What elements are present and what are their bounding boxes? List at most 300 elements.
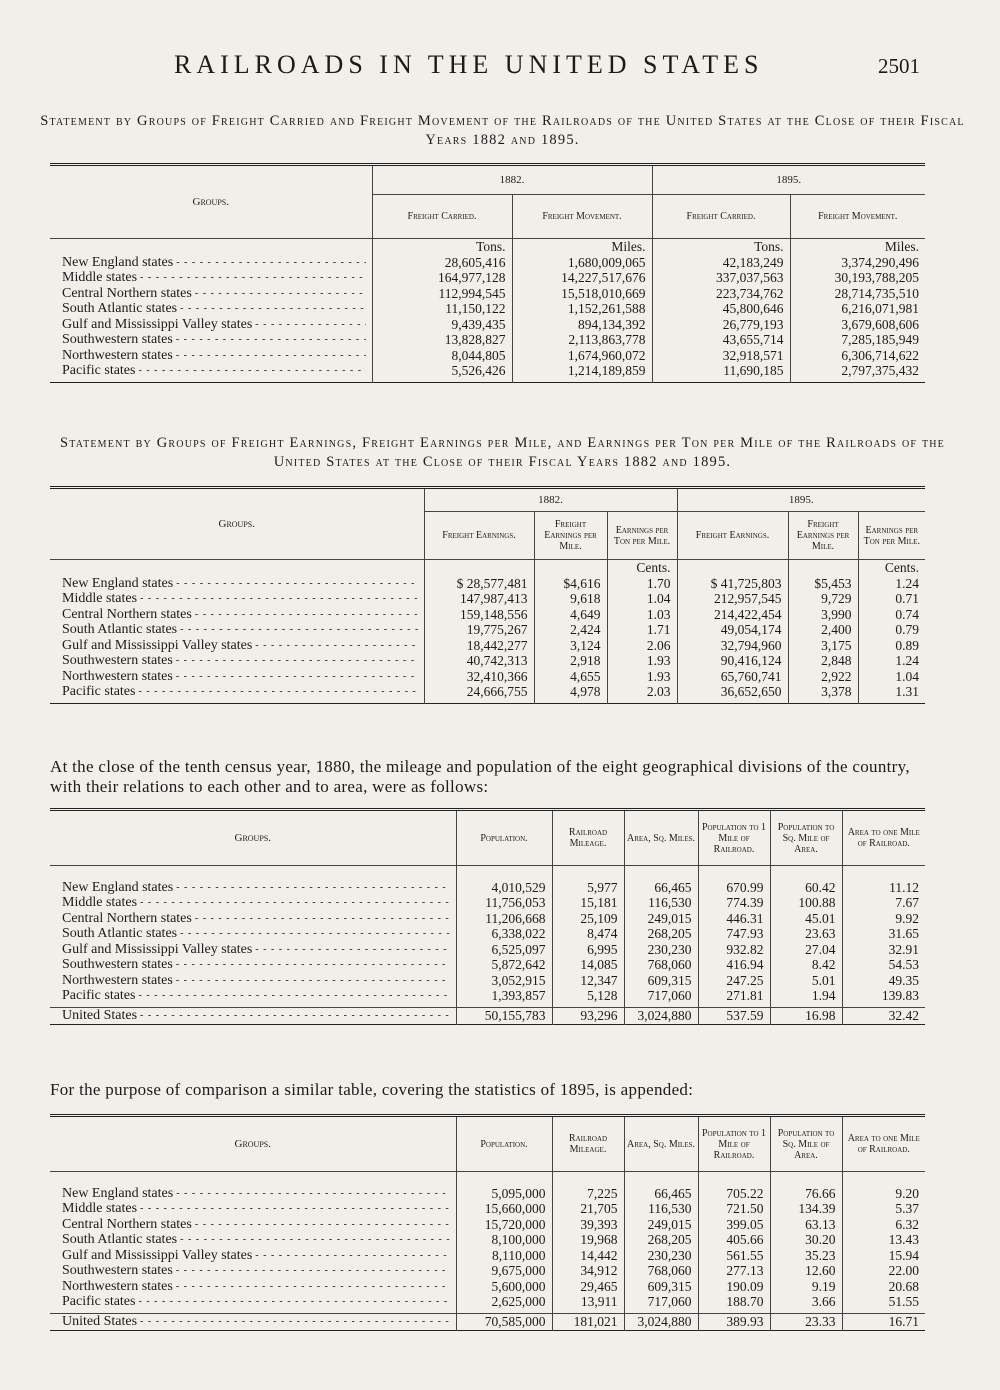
table-row (50, 895, 925, 911)
col-pop-per-mile: Population to 1 Mile of Railroad. (698, 1116, 770, 1172)
table-row (50, 684, 925, 700)
cell-fm95: 6,216,071,981 (790, 301, 925, 317)
group-name: Pacific states - - - (50, 363, 372, 379)
cell-pop: 3,052,915 (456, 973, 552, 989)
cell-fepm82: $4,616 (534, 576, 607, 592)
cell-psm: 35.23 (770, 1248, 842, 1264)
col-area-per-mile: Area to one Mile of Railroad. (842, 1116, 925, 1172)
cell-rm: 14,085 (552, 957, 624, 973)
col-area: Area, Sq. Miles. (624, 810, 698, 866)
cell-ppm: 446.31 (698, 911, 770, 927)
cell-rm: 19,968 (552, 1232, 624, 1248)
cell-area: 268,205 (624, 926, 698, 942)
cell-fm82: 1,152,261,588 (512, 301, 652, 317)
col-earnings-per-ton-mile-1882: Earnings per Ton per Mile. (607, 512, 677, 560)
cell-psm: 45.01 (770, 911, 842, 927)
group-name: Northwestern states - - - (50, 669, 424, 685)
cell-pop: 4,010,529 (456, 880, 552, 896)
cell-rm: 12,347 (552, 973, 624, 989)
col-area: Area, Sq. Miles. (624, 1116, 698, 1172)
cell-psm: 63.13 (770, 1217, 842, 1233)
group-name: Middle states - - - (50, 270, 372, 286)
cell-fc82: 28,605,416 (372, 255, 512, 271)
cell-fm82: 15,518,010,669 (512, 286, 652, 302)
total-label: United States - - - (50, 1314, 456, 1331)
group-name: Central Northern states - - - (50, 911, 456, 927)
cell-area: 717,060 (624, 988, 698, 1004)
cell-fe82: 147,987,413 (424, 591, 534, 607)
group-name: South Atlantic states - - - (50, 622, 424, 638)
table-row (50, 942, 925, 958)
cell-psm: 76.66 (770, 1186, 842, 1202)
group-name: Southwestern states - - - (50, 332, 372, 348)
cell-fepm82: 4,978 (534, 684, 607, 700)
cell-ept82: 1.93 (607, 669, 677, 685)
cell-psm: 1.94 (770, 988, 842, 1004)
total-area: 3,024,880 (624, 1008, 698, 1025)
cell-pop: 11,206,668 (456, 911, 552, 927)
cell-ppm: 747.93 (698, 926, 770, 942)
group-name: Pacific states - - - (50, 684, 424, 700)
cell-pop: 5,872,642 (456, 957, 552, 973)
col-railroad-mileage: Railroad Mileage. (552, 810, 624, 866)
cell-fm82: 1,214,189,859 (512, 363, 652, 379)
cell-fc82: 9,439,435 (372, 317, 512, 333)
cell-fe95: 32,794,960 (677, 638, 788, 654)
cell-area: 230,230 (624, 942, 698, 958)
total-row (50, 1314, 925, 1331)
groups-header: Groups. (50, 488, 424, 560)
cell-fe95: 212,957,545 (677, 591, 788, 607)
unit-tons: Tons. (652, 239, 790, 255)
total-ppm: 537.59 (698, 1008, 770, 1025)
table-row (50, 653, 925, 669)
cell-fepm95: $5,453 (788, 576, 858, 592)
col-freight-movement-1895: Freight Movement. (790, 195, 925, 239)
table-row (50, 576, 925, 592)
cell-fm95: 7,285,185,949 (790, 332, 925, 348)
cell-fm82: 894,134,392 (512, 317, 652, 333)
cell-pop: 1,393,857 (456, 988, 552, 1004)
cell-arm: 5.37 (842, 1201, 925, 1217)
col-population: Population. (456, 1116, 552, 1172)
group-name: Northwestern states - - - (50, 1279, 456, 1295)
page-title: RAILROADS IN THE UNITED STATES (174, 50, 764, 79)
cell-psm: 5.01 (770, 973, 842, 989)
group-name: New England states - - - (50, 576, 424, 592)
unit-cents: Cents. (858, 560, 925, 576)
freight-earnings-table (50, 486, 925, 704)
cell-fc95: 337,037,563 (652, 270, 790, 286)
cell-fm95: 2,797,375,432 (790, 363, 925, 379)
col-earnings-per-mile-1895: Freight Earnings per Mile. (788, 512, 858, 560)
unit-tons: Tons. (372, 239, 512, 255)
cell-fc82: 164,977,128 (372, 270, 512, 286)
table-row (50, 348, 925, 364)
year-header-1895: 1895. (652, 165, 925, 195)
cell-fepm95: 2,400 (788, 622, 858, 638)
cell-fepm82: 2,918 (534, 653, 607, 669)
cell-arm: 22.00 (842, 1263, 925, 1279)
table-row (50, 255, 925, 271)
total-area: 3,024,880 (624, 1314, 698, 1331)
paragraph-1895: For the purpose of comparison a similar table, covering the statistics of 1895, is appended: (50, 1080, 694, 1099)
groups-header: Groups. (50, 1116, 456, 1172)
group-name: Central Northern states - - - (50, 286, 372, 302)
cell-fepm82: 2,424 (534, 622, 607, 638)
col-freight-movement-1882: Freight Movement. (512, 195, 652, 239)
cell-psm: 27.04 (770, 942, 842, 958)
cell-arm: 9.20 (842, 1186, 925, 1202)
cell-fc95: 26,779,193 (652, 317, 790, 333)
cell-fm95: 28,714,735,510 (790, 286, 925, 302)
cell-fc82: 8,044,805 (372, 348, 512, 364)
table-row (50, 988, 925, 1004)
total-rm: 181,021 (552, 1314, 624, 1331)
cell-rm: 39,393 (552, 1217, 624, 1233)
group-name: New England states - - - (50, 880, 456, 896)
cell-area: 768,060 (624, 1263, 698, 1279)
cell-fm82: 14,227,517,676 (512, 270, 652, 286)
cell-ept82: 1.70 (607, 576, 677, 592)
cell-fc95: 11,690,185 (652, 363, 790, 379)
col-pop-per-mile: Population to 1 Mile of Railroad. (698, 810, 770, 866)
group-name: Pacific states - - - (50, 1294, 456, 1310)
cell-arm: 15.94 (842, 1248, 925, 1264)
cell-area: 609,315 (624, 1279, 698, 1295)
col-freight-earnings-1895: Freight Earnings. (677, 512, 788, 560)
total-psm: 16.98 (770, 1008, 842, 1025)
cell-ppm: 405.66 (698, 1232, 770, 1248)
group-name: Gulf and Mississippi Valley states - - - (50, 638, 424, 654)
cell-ept95: 0.89 (858, 638, 925, 654)
cell-rm: 13,911 (552, 1294, 624, 1310)
year-header-1895: 1895. (677, 488, 925, 512)
group-name: South Atlantic states - - - (50, 1232, 456, 1248)
cell-rm: 8,474 (552, 926, 624, 942)
table-row (50, 286, 925, 302)
cell-ept82: 1.04 (607, 591, 677, 607)
total-arm: 32.42 (842, 1008, 925, 1025)
cell-arm: 51.55 (842, 1294, 925, 1310)
cell-rm: 14,442 (552, 1248, 624, 1264)
cell-arm: 139.83 (842, 988, 925, 1004)
cell-pop: 6,525,097 (456, 942, 552, 958)
cell-rm: 25,109 (552, 911, 624, 927)
cell-fm82: 2,113,863,778 (512, 332, 652, 348)
cell-rm: 15,181 (552, 895, 624, 911)
cell-rm: 21,705 (552, 1201, 624, 1217)
cell-psm: 60.42 (770, 880, 842, 896)
table-row (50, 880, 925, 896)
cell-fe82: 18,442,277 (424, 638, 534, 654)
group-name: Gulf and Mississippi Valley states - - - (50, 942, 456, 958)
table-row (50, 301, 925, 317)
cell-fepm95: 2,848 (788, 653, 858, 669)
cell-area: 66,465 (624, 880, 698, 896)
cell-arm: 49.35 (842, 973, 925, 989)
group-name: Central Northern states - - - (50, 607, 424, 623)
paragraph-1880: At the close of the tenth census year, 1880, the mileage and population of the eight geographical divisions of the country, with their relations to each other and to area, were as follows: (50, 757, 910, 796)
cell-fepm82: 3,124 (534, 638, 607, 654)
total-pop: 70,585,000 (456, 1314, 552, 1331)
cell-ppm: 190.09 (698, 1279, 770, 1295)
cell-fe95: 49,054,174 (677, 622, 788, 638)
group-name: Central Northern states - - - (50, 1217, 456, 1233)
cell-area: 116,530 (624, 895, 698, 911)
year-header-1882: 1882. (424, 488, 677, 512)
table-row (50, 1279, 925, 1295)
total-rm: 93,296 (552, 1008, 624, 1025)
cell-arm: 9.92 (842, 911, 925, 927)
cell-fm82: 1,674,960,072 (512, 348, 652, 364)
cell-ppm: 188.70 (698, 1294, 770, 1310)
cell-pop: 8,100,000 (456, 1232, 552, 1248)
cell-ppm: 705.22 (698, 1186, 770, 1202)
cell-psm: 8.42 (770, 957, 842, 973)
cell-fe82: $ 28,577,481 (424, 576, 534, 592)
cell-ept95: 1.04 (858, 669, 925, 685)
group-name: New England states - - - (50, 1186, 456, 1202)
table-row (50, 638, 925, 654)
cell-ppm: 247.25 (698, 973, 770, 989)
cell-rm: 7,225 (552, 1186, 624, 1202)
col-pop-per-sq-mile: Population to Sq. Mile of Area. (770, 1116, 842, 1172)
cell-fepm95: 3,175 (788, 638, 858, 654)
cell-fe82: 19,775,267 (424, 622, 534, 638)
table1-caption: Statement by Groups of Freight Carried and Freight Movement of the Railroads of the United States at the Close of their Fiscal Years 1882 and 1895. (40, 113, 965, 148)
group-name: Northwestern states - - - (50, 973, 456, 989)
cell-area: 768,060 (624, 957, 698, 973)
cell-ept95: 1.24 (858, 576, 925, 592)
table2-caption: Statement by Groups of Freight Earnings, Freight Earnings per Mile, and Earnings per Ton per Mile of the Railroads of the United States at the Close of their Fiscal Years 1882 and 1895. (59, 435, 945, 470)
freight-carried-table (50, 163, 925, 383)
table-row (50, 332, 925, 348)
total-ppm: 389.93 (698, 1314, 770, 1331)
table-row (50, 270, 925, 286)
cell-pop: 2,625,000 (456, 1294, 552, 1310)
group-name: Middle states - - - (50, 1201, 456, 1217)
cell-ept82: 2.06 (607, 638, 677, 654)
cell-pop: 15,720,000 (456, 1217, 552, 1233)
table-row (50, 622, 925, 638)
cell-arm: 32.91 (842, 942, 925, 958)
cell-area: 230,230 (624, 1248, 698, 1264)
cell-fm82: 1,680,009,065 (512, 255, 652, 271)
col-earnings-per-mile-1882: Freight Earnings per Mile. (534, 512, 607, 560)
group-name: Southwestern states - - - (50, 1263, 456, 1279)
total-pop: 50,155,783 (456, 1008, 552, 1025)
group-name: Gulf and Mississippi Valley states - - - (50, 317, 372, 333)
cell-pop: 5,095,000 (456, 1186, 552, 1202)
cell-fepm95: 2,922 (788, 669, 858, 685)
col-freight-carried-1882: Freight Carried. (372, 195, 512, 239)
cell-fe95: 36,652,650 (677, 684, 788, 700)
cell-ppm: 399.05 (698, 1217, 770, 1233)
col-earnings-per-ton-mile-1895: Earnings per Ton per Mile. (858, 512, 925, 560)
cell-fe82: 40,742,313 (424, 653, 534, 669)
table-row (50, 1217, 925, 1233)
cell-ept95: 1.24 (858, 653, 925, 669)
cell-rm: 29,465 (552, 1279, 624, 1295)
cell-arm: 13.43 (842, 1232, 925, 1248)
mileage-population-1880-table (50, 808, 925, 1025)
table-row (50, 591, 925, 607)
table-row (50, 1294, 925, 1310)
year-header-1882: 1882. (372, 165, 652, 195)
table-row (50, 957, 925, 973)
cell-rm: 6,995 (552, 942, 624, 958)
cell-ept82: 2.03 (607, 684, 677, 700)
table-row (50, 669, 925, 685)
cell-fm95: 3,679,608,606 (790, 317, 925, 333)
cell-pop: 6,338,022 (456, 926, 552, 942)
cell-psm: 30.20 (770, 1232, 842, 1248)
cell-area: 116,530 (624, 1201, 698, 1217)
unit-miles: Miles. (512, 239, 652, 255)
cell-fe95: $ 41,725,803 (677, 576, 788, 592)
groups-header: Groups. (50, 810, 456, 866)
col-freight-carried-1895: Freight Carried. (652, 195, 790, 239)
cell-area: 717,060 (624, 1294, 698, 1310)
group-name: Southwestern states - - - (50, 653, 424, 669)
table-row (50, 1248, 925, 1264)
cell-rm: 5,977 (552, 880, 624, 896)
page-header (0, 50, 1000, 84)
cell-psm: 12.60 (770, 1263, 842, 1279)
cell-fe82: 24,666,755 (424, 684, 534, 700)
total-row (50, 1008, 925, 1025)
table-row (50, 363, 925, 379)
cell-fc95: 45,800,646 (652, 301, 790, 317)
cell-ept95: 0.74 (858, 607, 925, 623)
cell-area: 249,015 (624, 911, 698, 927)
col-freight-earnings-1882: Freight Earnings. (424, 512, 534, 560)
cell-arm: 7.67 (842, 895, 925, 911)
cell-fe82: 32,410,366 (424, 669, 534, 685)
col-area-per-mile: Area to one Mile of Railroad. (842, 810, 925, 866)
table-row (50, 607, 925, 623)
cell-pop: 9,675,000 (456, 1263, 552, 1279)
cell-ept82: 1.93 (607, 653, 677, 669)
cell-area: 66,465 (624, 1186, 698, 1202)
cell-ppm: 721.50 (698, 1201, 770, 1217)
cell-fepm82: 9,618 (534, 591, 607, 607)
table-row (50, 1263, 925, 1279)
col-pop-per-sq-mile: Population to Sq. Mile of Area. (770, 810, 842, 866)
cell-area: 609,315 (624, 973, 698, 989)
cell-fe95: 90,416,124 (677, 653, 788, 669)
cell-arm: 6.32 (842, 1217, 925, 1233)
cell-psm: 134.39 (770, 1201, 842, 1217)
cell-pop: 8,110,000 (456, 1248, 552, 1264)
cell-fc82: 5,526,426 (372, 363, 512, 379)
cell-psm: 9.19 (770, 1279, 842, 1295)
unit-cents: Cents. (607, 560, 677, 576)
mileage-population-1895-table (50, 1114, 925, 1331)
cell-ept95: 1.31 (858, 684, 925, 700)
cell-ppm: 932.82 (698, 942, 770, 958)
unit-miles: Miles. (790, 239, 925, 255)
cell-ppm: 774.39 (698, 895, 770, 911)
cell-fm95: 30,193,788,205 (790, 270, 925, 286)
cell-pop: 15,660,000 (456, 1201, 552, 1217)
table-row (50, 926, 925, 942)
cell-ept82: 1.71 (607, 622, 677, 638)
cell-rm: 5,128 (552, 988, 624, 1004)
cell-fepm95: 9,729 (788, 591, 858, 607)
cell-fe95: 214,422,454 (677, 607, 788, 623)
table-row (50, 1186, 925, 1202)
cell-fc95: 42,183,249 (652, 255, 790, 271)
cell-ept82: 1.03 (607, 607, 677, 623)
table-row (50, 973, 925, 989)
cell-psm: 3.66 (770, 1294, 842, 1310)
cell-area: 249,015 (624, 1217, 698, 1233)
group-name: New England states - - - (50, 255, 372, 271)
group-name: Middle states - - - (50, 895, 456, 911)
cell-ept95: 0.71 (858, 591, 925, 607)
cell-pop: 5,600,000 (456, 1279, 552, 1295)
group-name: Gulf and Mississippi Valley states - - - (50, 1248, 456, 1264)
cell-pop: 11,756,053 (456, 895, 552, 911)
total-label: United States - - - (50, 1008, 456, 1025)
group-name: Middle states - - - (50, 591, 424, 607)
cell-fc82: 112,994,545 (372, 286, 512, 302)
col-population: Population. (456, 810, 552, 866)
cell-arm: 11.12 (842, 880, 925, 896)
cell-ppm: 561.55 (698, 1248, 770, 1264)
group-name: South Atlantic states - - - (50, 301, 372, 317)
cell-fm95: 3,374,290,496 (790, 255, 925, 271)
col-railroad-mileage: Railroad Mileage. (552, 1116, 624, 1172)
cell-arm: 31.65 (842, 926, 925, 942)
table-row (50, 1232, 925, 1248)
cell-arm: 54.53 (842, 957, 925, 973)
cell-ppm: 416.94 (698, 957, 770, 973)
cell-psm: 23.63 (770, 926, 842, 942)
cell-fm95: 6,306,714,622 (790, 348, 925, 364)
group-name: Northwestern states - - - (50, 348, 372, 364)
cell-arm: 20.68 (842, 1279, 925, 1295)
cell-ppm: 277.13 (698, 1263, 770, 1279)
cell-fc95: 43,655,714 (652, 332, 790, 348)
cell-fepm82: 4,655 (534, 669, 607, 685)
cell-fepm95: 3,378 (788, 684, 858, 700)
cell-ppm: 271.81 (698, 988, 770, 1004)
cell-rm: 34,912 (552, 1263, 624, 1279)
cell-fe95: 65,760,741 (677, 669, 788, 685)
cell-area: 268,205 (624, 1232, 698, 1248)
group-name: Pacific states - - - (50, 988, 456, 1004)
table-row (50, 1201, 925, 1217)
cell-fc82: 11,150,122 (372, 301, 512, 317)
cell-fc95: 32,918,571 (652, 348, 790, 364)
group-name: South Atlantic states - - - (50, 926, 456, 942)
total-psm: 23.33 (770, 1314, 842, 1331)
page-number: 2501 (878, 54, 920, 78)
groups-header: Groups. (50, 165, 372, 239)
cell-ppm: 670.99 (698, 880, 770, 896)
cell-fepm82: 4,649 (534, 607, 607, 623)
table-row (50, 317, 925, 333)
total-arm: 16.71 (842, 1314, 925, 1331)
group-name: Southwestern states - - - (50, 957, 456, 973)
cell-psm: 100.88 (770, 895, 842, 911)
cell-ept95: 0.79 (858, 622, 925, 638)
cell-fepm95: 3,990 (788, 607, 858, 623)
cell-fe82: 159,148,556 (424, 607, 534, 623)
